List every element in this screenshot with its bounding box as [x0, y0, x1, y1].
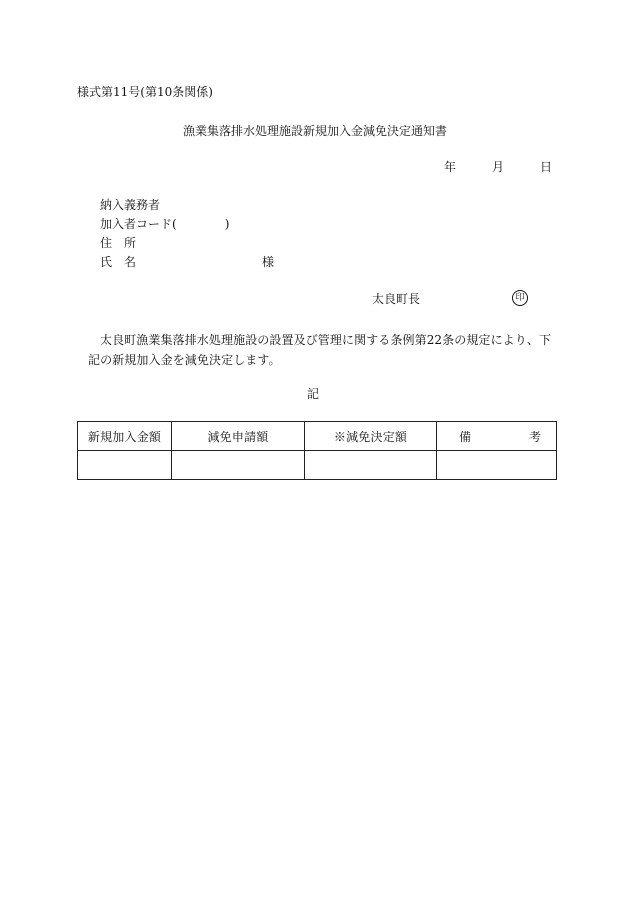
amount-table — [77, 421, 557, 480]
header-new-fee: 新規加入金額 — [78, 422, 172, 451]
header-remarks-1: 備 — [459, 429, 472, 444]
seal-mark: 印 — [512, 290, 528, 306]
name-line — [100, 255, 274, 269]
header-remarks-2: 考 — [529, 429, 542, 444]
honorific: 様 — [262, 255, 275, 269]
body-text: 太良町漁業集落排水処理施設の設置及び管理に関する条例第22条の規定により、下記の新規加入金を減免決定します。 — [88, 333, 552, 367]
form-number: 様式第11号(第10条関係) — [77, 85, 213, 99]
cell-new-fee — [78, 451, 172, 480]
name-label: 氏 名 — [100, 255, 137, 269]
document-title: 漁業集落排水処理施設新規加入金減免決定通知書 — [182, 124, 447, 138]
address-label: 住 所 — [100, 236, 137, 250]
ki-label: 記 — [307, 387, 320, 401]
cell-reduction-request — [172, 451, 305, 480]
date-line — [444, 160, 552, 174]
obligor-label: 納入義務者 — [100, 198, 161, 212]
issuer-title: 太良町長 — [372, 292, 421, 306]
cell-remarks — [437, 451, 557, 480]
header-reduction-request: 減免申請額 — [172, 422, 305, 451]
subscriber-code-line — [100, 217, 229, 231]
table-header-row — [78, 422, 557, 451]
cell-reduction-decision — [305, 451, 437, 480]
table-row — [78, 451, 557, 480]
header-remarks — [437, 422, 557, 451]
header-reduction-decision: ※減免決定額 — [305, 422, 437, 451]
date-month-label: 月 — [492, 160, 505, 174]
subscriber-code-label: 加入者コード( — [100, 217, 177, 231]
date-year-label: 年 — [444, 160, 457, 174]
subscriber-code-close: ) — [224, 217, 230, 231]
date-day-label: 日 — [540, 160, 553, 174]
